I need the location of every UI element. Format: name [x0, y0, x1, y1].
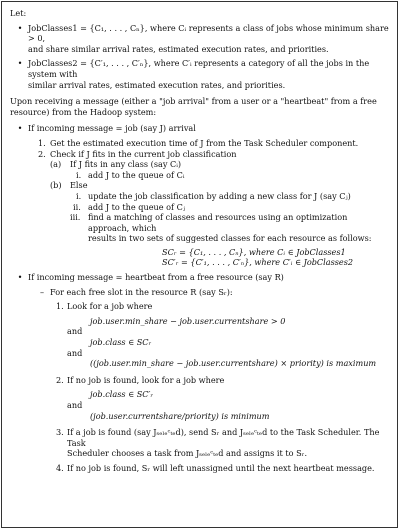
step-text: Scheduler chooses a task from Jₛₑₗₑᶜₜₑd and assigns it to Sᵣ. — [67, 448, 308, 459]
substep-a — [10, 159, 389, 170]
step-text: If no job is found, look for a job where — [67, 374, 225, 385]
substep-b — [10, 180, 389, 191]
hb-step-1 — [10, 301, 389, 312]
intro-line: resource) from the Hadoop system: — [10, 106, 157, 117]
and-connector — [10, 400, 389, 411]
definition-line: and share similar arrival rates, estimated execution rates, and priorities. — [28, 43, 329, 54]
substep-text: If J fits in any class (say Cᵢ) — [70, 159, 182, 170]
case-job-arrival — [10, 123, 389, 134]
let-label: Let: — [10, 8, 27, 18]
definition-jobclasses2 — [10, 58, 389, 90]
step-number: 3. — [56, 427, 64, 438]
and-text: and — [67, 400, 83, 410]
case-heartbeat — [10, 272, 389, 283]
step-number: 1. — [38, 137, 46, 148]
intro-paragraph — [10, 96, 389, 117]
step-number: 2. — [56, 374, 64, 385]
hb-step-4 — [10, 463, 389, 474]
substep-text: add J to the queue of Cᵢ — [88, 169, 185, 180]
case-heading: If incoming message = job (say J) arrival — [28, 123, 196, 134]
bullet-marker: • — [17, 22, 23, 33]
hb-step-3 — [10, 427, 389, 459]
condition-share — [10, 316, 389, 327]
substep-text: Else — [70, 180, 88, 191]
and-connector — [10, 348, 389, 359]
substep-a-i — [10, 170, 389, 181]
condition-max — [10, 358, 389, 369]
step-1 — [10, 138, 389, 149]
condition-text: job.class ∈ SCᵣ — [90, 337, 152, 348]
substep-text: add J to the queue of Cⱼ — [88, 201, 186, 212]
sc-r-prime-equation — [10, 257, 389, 268]
bullet-marker: • — [17, 272, 23, 283]
dash-marker: – — [40, 286, 45, 297]
algorithm-box — [1, 1, 398, 528]
and-connector — [10, 326, 389, 337]
intro-line: Upon receiving a message (either a "job arrival" from a user or a "heartbeat" from a free — [10, 96, 377, 107]
case-heading: If incoming message = heartbeat from a free resource (say R) — [28, 272, 284, 283]
bullet-marker: • — [17, 58, 23, 69]
roman-label: ii. — [73, 201, 81, 212]
step-text: Get the estimated execution time of J from the Task Scheduler component. — [50, 137, 359, 148]
equation-text: SC′ᵣ = {C′₁, . . . , C′ₙ}, where C′ᵢ ∈ JobClasses2 — [162, 257, 354, 268]
substep-text: results in two sets of suggested classes for each resource as follows: — [88, 233, 372, 244]
substep-b-iii — [10, 212, 389, 244]
hb-step-2 — [10, 375, 389, 386]
condition-text: job.user.min_share − job.user.currentshare > 0 — [90, 315, 286, 326]
substep-label: (b) — [50, 180, 62, 191]
free-slot-loop — [10, 287, 389, 298]
step-text: Look for a job where — [67, 301, 153, 312]
substep-b-ii — [10, 202, 389, 213]
condition-text: job.class ∈ SC′ᵣ — [90, 389, 154, 400]
condition-class-scr-prime — [10, 389, 389, 400]
substep-text: find a matching of classes and resources using an optimization approach, which — [88, 212, 348, 233]
substep-label: (a) — [50, 159, 62, 170]
definition-line: JobClasses2 = {C′₁, . . . , C′ₙ}, where C′ᵢ represents a category of all the jobs in the system with — [28, 58, 370, 79]
bullet-marker: • — [17, 123, 23, 134]
substep-b-i — [10, 191, 389, 202]
and-text: and — [67, 347, 83, 358]
step-number: 4. — [56, 462, 64, 473]
sc-r-equation — [10, 247, 389, 258]
step-2 — [10, 149, 389, 160]
condition-min — [10, 411, 389, 422]
definition-line: similar arrival rates, estimated execution rates, and priorities. — [28, 79, 286, 90]
roman-label: iii. — [70, 212, 81, 223]
condition-class-scr — [10, 337, 389, 348]
roman-label: i. — [76, 190, 82, 201]
condition-text: (job.user.currentshare/priority) is minimum — [90, 410, 270, 421]
loop-text: For each free slot in the resource R (say Sᵣ): — [50, 286, 233, 297]
step-text: If a job is found (say Jₛₑₗₑᶜₜₑd), send Sᵣ and Jₛₑₗₑᶜₜₑd to the Task Scheduler. The Task — [67, 427, 380, 448]
definition-line: JobClasses1 = {C₁, . . . , Cₙ}, where Cᵢ represents a class of jobs whose minimum share > 0, — [28, 22, 389, 44]
substep-text: update the job classification by adding a new class for J (say Cⱼ) — [88, 190, 351, 201]
definition-jobclasses1 — [10, 23, 389, 55]
step-number: 1. — [56, 301, 64, 312]
and-text: and — [67, 326, 83, 337]
condition-text: ((job.user.min_share − job.user.currentshare) × priority) is maximum — [90, 358, 377, 369]
roman-label: i. — [76, 169, 82, 180]
equation-text: SCᵣ = {C₁, . . . , Cₙ}, where Cᵢ ∈ JobClasses1 — [162, 246, 346, 257]
step-text: Check if J fits in the current job classification — [50, 148, 237, 159]
step-text: If no job is found, Sᵣ will left unassigned until the next heartbeat message. — [67, 462, 375, 473]
step-number: 2. — [38, 148, 46, 159]
